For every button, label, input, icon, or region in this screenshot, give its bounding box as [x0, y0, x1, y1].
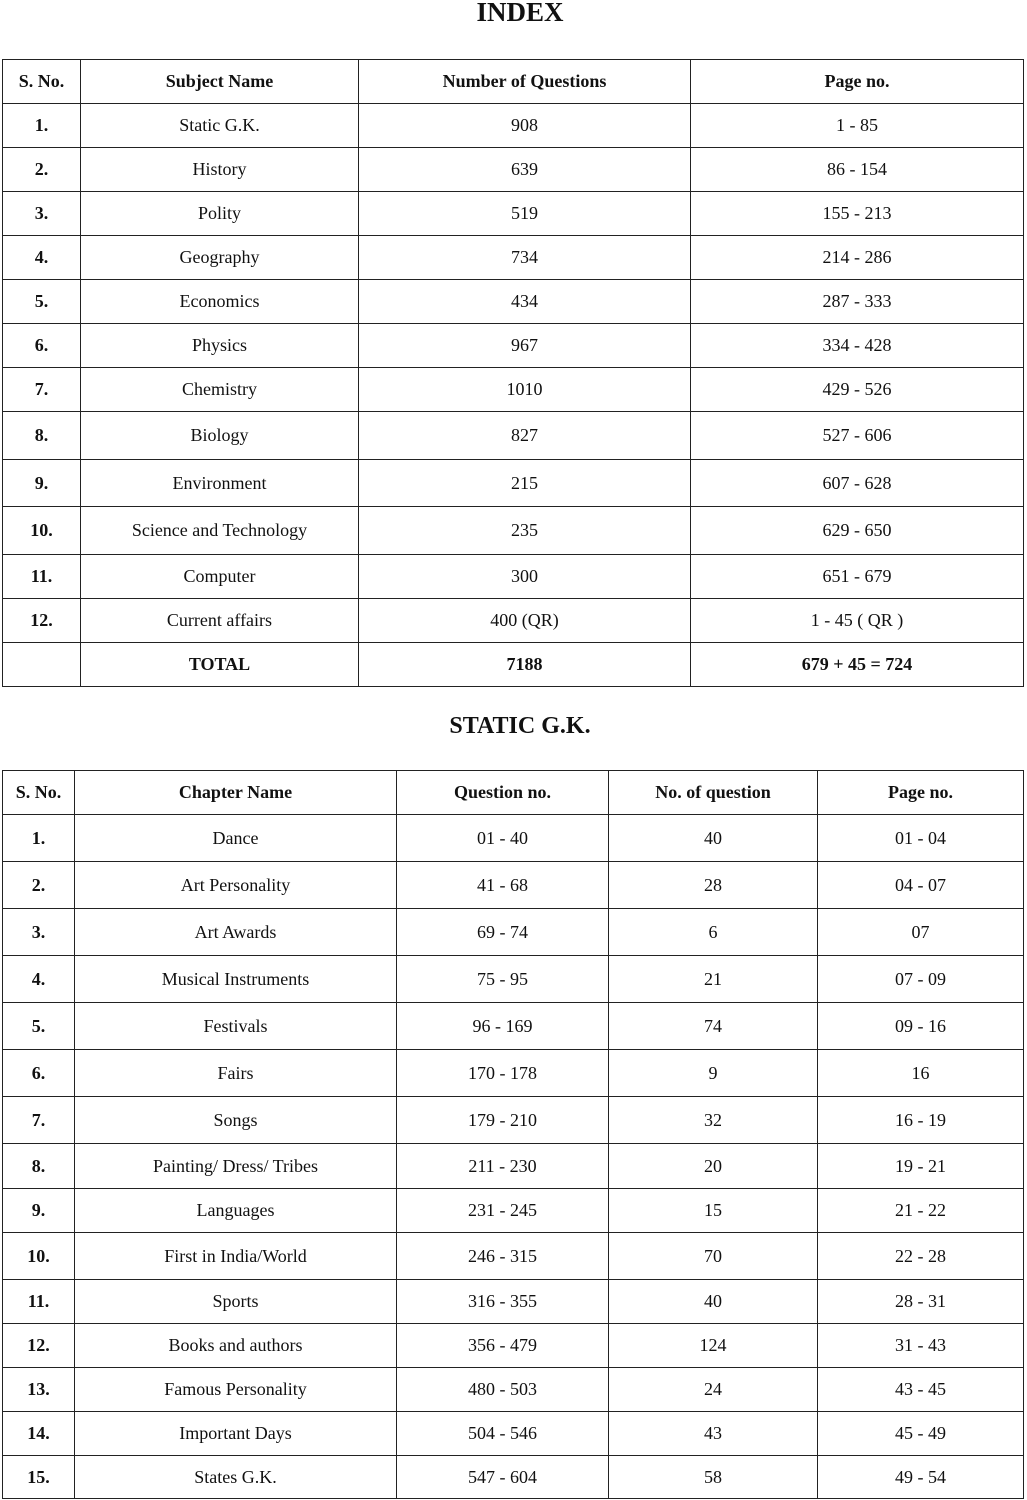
subject-name-cell: Environment: [81, 460, 359, 507]
subject-name-cell: History: [81, 148, 359, 192]
no-of-question-cell: 40: [609, 1280, 818, 1324]
table-row: [3, 1324, 1024, 1368]
number-of-questions-cell: 908: [359, 104, 691, 148]
table-row: [3, 280, 1024, 324]
table-row: [3, 1144, 1024, 1189]
page-no-cell: 1 - 85: [691, 104, 1024, 148]
question-no-cell: 41 - 68: [397, 862, 609, 909]
sno-cell: 12.: [3, 1324, 75, 1368]
question-no-cell: 480 - 503: [397, 1368, 609, 1412]
sno-cell: 6.: [3, 1050, 75, 1097]
table-row: [3, 1003, 1024, 1050]
page-no-cell: 16: [818, 1050, 1024, 1097]
page-no-cell: 214 - 286: [691, 236, 1024, 280]
table-row: [3, 104, 1024, 148]
chapter-name-cell: Dance: [75, 815, 397, 862]
static-gk-table: [2, 770, 1024, 1499]
table-row: [3, 1456, 1024, 1499]
page-no-cell: 19 - 21: [818, 1144, 1024, 1189]
chapter-name-cell: Important Days: [75, 1412, 397, 1456]
page-no-cell: 607 - 628: [691, 460, 1024, 507]
page-no-cell: 09 - 16: [818, 1003, 1024, 1050]
question-no-cell: 547 - 604: [397, 1456, 609, 1499]
static-gk-title: STATIC G.K.: [449, 713, 591, 739]
table-row: [3, 1097, 1024, 1144]
table-row: [3, 324, 1024, 368]
page-no-cell: 527 - 606: [691, 412, 1024, 460]
subject-name-cell: Geography: [81, 236, 359, 280]
page-no-cell: 45 - 49: [818, 1412, 1024, 1456]
sno-cell: 6.: [3, 324, 81, 368]
table-row: [3, 815, 1024, 862]
page-no-cell: 334 - 428: [691, 324, 1024, 368]
page-no-cell: 651 - 679: [691, 555, 1024, 599]
table-row: [3, 1233, 1024, 1280]
chapter-name-cell: Painting/ Dress/ Tribes: [75, 1144, 397, 1189]
header-sno: S. No.: [3, 60, 81, 104]
sno-cell: 1.: [3, 815, 75, 862]
table-row: [3, 1368, 1024, 1412]
subject-name-cell: Science and Technology: [81, 507, 359, 555]
sno-cell: 12.: [3, 599, 81, 643]
sno-cell: 7.: [3, 368, 81, 412]
sno-cell: 1.: [3, 104, 81, 148]
header-sno: S. No.: [3, 771, 75, 815]
question-no-cell: 96 - 169: [397, 1003, 609, 1050]
table-row: [3, 1412, 1024, 1456]
number-of-questions-cell: 400 (QR): [359, 599, 691, 643]
table-row: [3, 1050, 1024, 1097]
chapter-name-cell: Books and authors: [75, 1324, 397, 1368]
chapter-name-cell: Songs: [75, 1097, 397, 1144]
sno-cell: 9.: [3, 1189, 75, 1233]
question-no-cell: 179 - 210: [397, 1097, 609, 1144]
subject-name-cell: Computer: [81, 555, 359, 599]
number-of-questions-cell: 734: [359, 236, 691, 280]
chapter-name-cell: Famous Personality: [75, 1368, 397, 1412]
table-header-row: [3, 60, 1024, 104]
table-row: [3, 956, 1024, 1003]
no-of-question-cell: 24: [609, 1368, 818, 1412]
index-table-body: [3, 104, 1024, 687]
total-row: [3, 643, 1024, 687]
subject-name-cell: Physics: [81, 324, 359, 368]
sno-cell: 4.: [3, 956, 75, 1003]
number-of-questions-cell: 215: [359, 460, 691, 507]
number-of-questions-cell: 827: [359, 412, 691, 460]
table-row: [3, 1189, 1024, 1233]
sno-cell: 2.: [3, 862, 75, 909]
page-no-cell: 07: [818, 909, 1024, 956]
question-no-cell: 01 - 40: [397, 815, 609, 862]
question-no-cell: 356 - 479: [397, 1324, 609, 1368]
header-number-of-questions: Number of Questions: [359, 60, 691, 104]
number-of-questions-cell: 519: [359, 192, 691, 236]
page-no-cell: 04 - 07: [818, 862, 1024, 909]
total-pages-cell: 679 + 45 = 724: [691, 643, 1024, 687]
sno-cell: 13.: [3, 1368, 75, 1412]
page-no-cell: 155 - 213: [691, 192, 1024, 236]
page-no-cell: 07 - 09: [818, 956, 1024, 1003]
no-of-question-cell: 43: [609, 1412, 818, 1456]
page-no-cell: 31 - 43: [818, 1324, 1024, 1368]
number-of-questions-cell: 639: [359, 148, 691, 192]
total-questions-cell: 7188: [359, 643, 691, 687]
page-no-cell: 287 - 333: [691, 280, 1024, 324]
page-no-cell: 629 - 650: [691, 507, 1024, 555]
chapter-name-cell: Musical Instruments: [75, 956, 397, 1003]
table-row: [3, 460, 1024, 507]
sno-cell: 9.: [3, 460, 81, 507]
no-of-question-cell: 28: [609, 862, 818, 909]
sno-cell: 3.: [3, 192, 81, 236]
number-of-questions-cell: 967: [359, 324, 691, 368]
table-row: [3, 412, 1024, 460]
page-no-cell: 1 - 45 ( QR ): [691, 599, 1024, 643]
chapter-name-cell: Sports: [75, 1280, 397, 1324]
table-row: [3, 507, 1024, 555]
question-no-cell: 75 - 95: [397, 956, 609, 1003]
chapter-name-cell: Art Awards: [75, 909, 397, 956]
no-of-question-cell: 6: [609, 909, 818, 956]
number-of-questions-cell: 235: [359, 507, 691, 555]
page-no-cell: 16 - 19: [818, 1097, 1024, 1144]
table-row: [3, 148, 1024, 192]
page-no-cell: 429 - 526: [691, 368, 1024, 412]
chapter-name-cell: Festivals: [75, 1003, 397, 1050]
subject-name-cell: Economics: [81, 280, 359, 324]
page-no-cell: 22 - 28: [818, 1233, 1024, 1280]
page-no-cell: 49 - 54: [818, 1456, 1024, 1499]
subject-name-cell: Chemistry: [81, 368, 359, 412]
sno-cell: 15.: [3, 1456, 75, 1499]
sno-cell: 5.: [3, 280, 81, 324]
table-row: [3, 192, 1024, 236]
page-no-cell: 43 - 45: [818, 1368, 1024, 1412]
no-of-question-cell: 58: [609, 1456, 818, 1499]
sno-cell: 4.: [3, 236, 81, 280]
subject-name-cell: Polity: [81, 192, 359, 236]
no-of-question-cell: 40: [609, 815, 818, 862]
sno-cell: 5.: [3, 1003, 75, 1050]
number-of-questions-cell: 300: [359, 555, 691, 599]
sno-cell: 11.: [3, 555, 81, 599]
table-row: [3, 1280, 1024, 1324]
sno-cell: 2.: [3, 148, 81, 192]
table-row: [3, 368, 1024, 412]
table-header-row: [3, 771, 1024, 815]
index-table: [2, 59, 1024, 687]
empty-sno-cell: [3, 643, 81, 687]
table-row: [3, 555, 1024, 599]
chapter-name-cell: States G.K.: [75, 1456, 397, 1499]
sno-cell: 14.: [3, 1412, 75, 1456]
question-no-cell: 231 - 245: [397, 1189, 609, 1233]
subject-name-cell: Biology: [81, 412, 359, 460]
table-row: [3, 236, 1024, 280]
table-row: [3, 909, 1024, 956]
subject-name-cell: Current affairs: [81, 599, 359, 643]
number-of-questions-cell: 1010: [359, 368, 691, 412]
no-of-question-cell: 124: [609, 1324, 818, 1368]
number-of-questions-cell: 434: [359, 280, 691, 324]
question-no-cell: 504 - 546: [397, 1412, 609, 1456]
no-of-question-cell: 74: [609, 1003, 818, 1050]
question-no-cell: 69 - 74: [397, 909, 609, 956]
page-no-cell: 21 - 22: [818, 1189, 1024, 1233]
question-no-cell: 316 - 355: [397, 1280, 609, 1324]
no-of-question-cell: 32: [609, 1097, 818, 1144]
sno-cell: 11.: [3, 1280, 75, 1324]
header-subject-name: Subject Name: [81, 60, 359, 104]
sno-cell: 8.: [3, 1144, 75, 1189]
sno-cell: 8.: [3, 412, 81, 460]
question-no-cell: 170 - 178: [397, 1050, 609, 1097]
table-row: [3, 862, 1024, 909]
chapter-name-cell: First in India/World: [75, 1233, 397, 1280]
subject-name-cell: Static G.K.: [81, 104, 359, 148]
no-of-question-cell: 20: [609, 1144, 818, 1189]
page-no-cell: 28 - 31: [818, 1280, 1024, 1324]
header-no-of-question: No. of question: [609, 771, 818, 815]
page-no-cell: 01 - 04: [818, 815, 1024, 862]
header-chapter-name: Chapter Name: [75, 771, 397, 815]
header-page-no: Page no.: [818, 771, 1024, 815]
no-of-question-cell: 9: [609, 1050, 818, 1097]
sno-cell: 10.: [3, 507, 81, 555]
total-label-cell: TOTAL: [81, 643, 359, 687]
header-question-no: Question no.: [397, 771, 609, 815]
no-of-question-cell: 70: [609, 1233, 818, 1280]
table-row: [3, 599, 1024, 643]
static-gk-table-body: [3, 815, 1024, 1499]
header-page-no: Page no.: [691, 60, 1024, 104]
sno-cell: 10.: [3, 1233, 75, 1280]
question-no-cell: 211 - 230: [397, 1144, 609, 1189]
chapter-name-cell: Languages: [75, 1189, 397, 1233]
index-title: INDEX: [476, 0, 564, 27]
sno-cell: 3.: [3, 909, 75, 956]
chapter-name-cell: Art Personality: [75, 862, 397, 909]
no-of-question-cell: 15: [609, 1189, 818, 1233]
question-no-cell: 246 - 315: [397, 1233, 609, 1280]
sno-cell: 7.: [3, 1097, 75, 1144]
page-no-cell: 86 - 154: [691, 148, 1024, 192]
chapter-name-cell: Fairs: [75, 1050, 397, 1097]
no-of-question-cell: 21: [609, 956, 818, 1003]
